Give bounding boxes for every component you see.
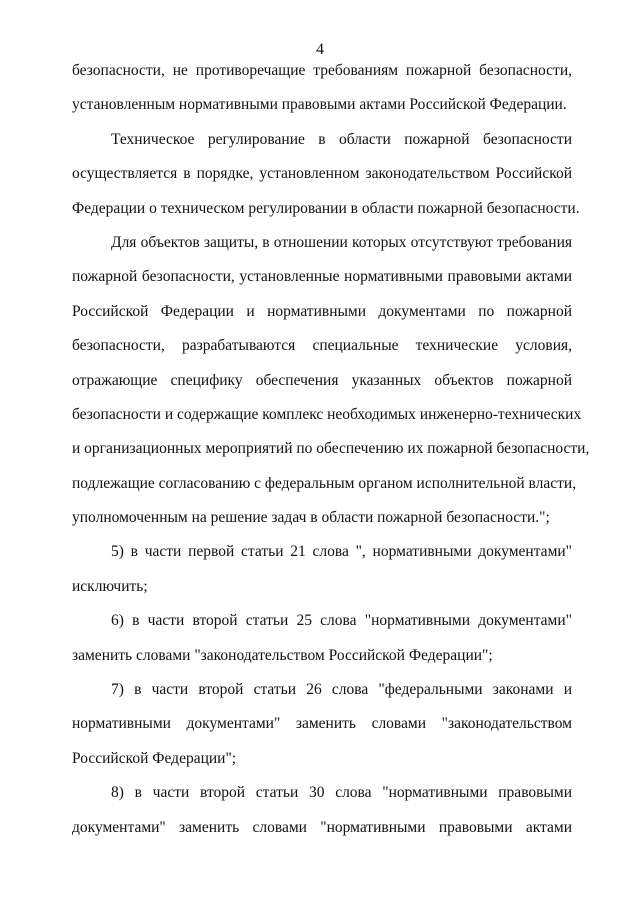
text-line: 5) в части первой статьи 21 слова ", нормативными документами" xyxy=(111,543,572,561)
text-line: безопасности и содержащие комплекс необходимых инженерно-технических xyxy=(72,405,582,423)
text-line: безопасности, разрабатываются специальные технические условия, xyxy=(72,337,572,355)
text-line: безопасности, не противоречащие требованиям пожарной безопасности, xyxy=(72,62,572,79)
text-line: Российской Федерации"; xyxy=(72,749,237,767)
text-line: и организационных мероприятий по обеспечению их пожарной безопасности, xyxy=(72,440,590,458)
text-line: Техническое регулирование в области пожарной безопасности xyxy=(111,130,572,148)
paragraph-item-7 xyxy=(72,680,572,783)
text-line: подлежащие согласованию с федеральным органом исполнительной власти, xyxy=(72,474,577,492)
text-line: Федерации о техническом регулировании в области пожарной безопасности. xyxy=(72,199,580,217)
text-line: заменить словами "законодательством Российской Федерации"; xyxy=(72,646,493,664)
text-line: 8) в части второй статьи 30 слова "нормативными правовыми xyxy=(111,784,572,802)
paragraph-item-8 xyxy=(72,783,572,852)
page-number: 4 xyxy=(316,41,324,58)
text-line: нормативными документами" заменить словами "законодательством xyxy=(72,715,572,733)
paragraph-item-5 xyxy=(72,542,572,611)
paragraph-3 xyxy=(72,233,590,543)
text-line: осуществляется в порядке, установленном законодательством Российской xyxy=(72,165,572,183)
text-line: Для объектов защиты, в отношении которых отсутствуют требования xyxy=(111,233,572,251)
text-line: пожарной безопасности, установленные нормативными правовыми актами xyxy=(72,268,572,286)
text-line: 7) в части второй статьи 26 слова "федеральными законами и xyxy=(111,681,572,699)
document-body xyxy=(72,61,590,852)
text-line: отражающие специфику обеспечения указанных объектов пожарной xyxy=(72,371,572,389)
text-line: уполномоченным на решение задач в области пожарной безопасности."; xyxy=(72,509,550,527)
text-line: установленным нормативными правовыми актами Российской Федерации. xyxy=(72,96,567,114)
text-line: Российской Федерации и нормативными документами по пожарной xyxy=(72,302,572,320)
paragraph-1 xyxy=(72,61,572,130)
text-line: 6) в части второй статьи 25 слова "нормативными документами" xyxy=(111,612,572,630)
paragraph-item-6 xyxy=(72,611,572,680)
paragraph-2 xyxy=(72,130,580,233)
text-line: документами" заменить словами "нормативными правовыми актами xyxy=(72,818,572,836)
text-line: исключить; xyxy=(72,577,148,595)
